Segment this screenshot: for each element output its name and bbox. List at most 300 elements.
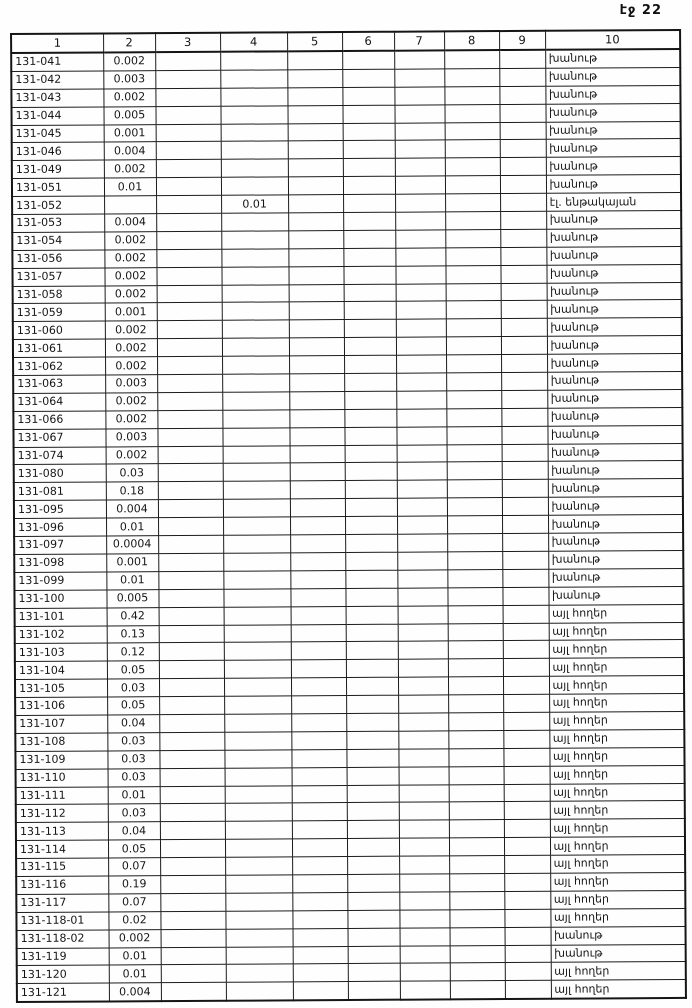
table-cell: 0.002 — [103, 88, 155, 106]
table-cell: 0.002 — [105, 410, 157, 428]
table-cell — [503, 623, 549, 641]
table-cell: խանութ — [551, 944, 686, 963]
table-cell — [504, 784, 550, 802]
table-cell — [346, 624, 398, 642]
table-cell — [292, 839, 347, 857]
table-cell — [499, 50, 545, 69]
table-cell — [445, 158, 500, 176]
table-cell: խանութ — [548, 550, 683, 569]
table-cell: խանութ — [547, 318, 682, 337]
table-cell — [343, 141, 395, 159]
table-cell — [503, 605, 549, 623]
table-cell — [159, 643, 224, 661]
table-cell — [395, 230, 445, 248]
table-cell — [290, 535, 345, 553]
table-cell — [447, 534, 502, 552]
table-cell — [222, 356, 289, 374]
data-table-container — [10, 29, 685, 1003]
table-cell — [400, 945, 450, 963]
table-cell: 0.03 — [107, 732, 159, 750]
table-cell: 0.002 — [104, 232, 156, 250]
table-cell: խանութ — [545, 85, 680, 104]
table-cell — [225, 821, 292, 839]
table-cell — [220, 106, 287, 124]
table-cell — [449, 874, 504, 892]
table-cell: 0.42 — [107, 607, 159, 625]
table-cell — [396, 337, 446, 355]
table-cell: 131-080 — [14, 464, 106, 482]
table-cell — [160, 875, 225, 893]
table-cell — [394, 50, 444, 69]
table-cell — [344, 284, 396, 302]
table-cell: 0.01 — [108, 786, 160, 804]
table-cell: 0.04 — [108, 822, 160, 840]
table-cell — [293, 928, 348, 946]
table-cell — [396, 355, 446, 373]
table-cell — [499, 104, 545, 122]
table-cell — [160, 804, 225, 822]
table-cell — [445, 265, 500, 283]
table-cell: 0.01 — [109, 947, 161, 965]
table-cell: այլ հողեր — [550, 783, 685, 802]
table-cell — [345, 498, 397, 516]
table-cell: 131-053 — [12, 214, 104, 232]
table-cell — [345, 481, 397, 499]
table-cell — [224, 678, 291, 696]
table-cell: 0.001 — [105, 303, 157, 321]
table-cell — [344, 320, 396, 338]
table-cell — [159, 714, 224, 732]
table-cell: 0.07 — [108, 858, 160, 876]
table-cell: 131-118-01 — [16, 912, 108, 930]
table-cell — [500, 247, 546, 265]
table-cell: այլ հողեր — [549, 676, 684, 695]
table-cell — [223, 571, 290, 589]
table-cell: 131-107 — [15, 715, 107, 733]
table-cell — [220, 88, 287, 106]
table-cell — [347, 856, 399, 874]
table-cell — [159, 625, 224, 643]
table-cell: 131-081 — [14, 482, 106, 500]
table-cell — [502, 515, 548, 533]
table-cell — [342, 69, 394, 87]
table-cell — [157, 321, 222, 339]
table-cell: այլ հողեր — [549, 747, 684, 766]
table-cell — [344, 391, 396, 409]
table-cell — [450, 963, 505, 981]
table-cell — [344, 337, 396, 355]
table-cell: 131-043 — [11, 89, 103, 107]
table-cell — [343, 194, 395, 212]
table-cell — [160, 911, 225, 929]
table-cell: խանութ — [548, 586, 683, 605]
table-cell — [397, 588, 447, 606]
table-cell — [448, 713, 503, 731]
table-cell — [445, 122, 500, 140]
table-cell: 0.01 — [106, 518, 158, 536]
table-cell — [160, 768, 225, 786]
table-cell — [104, 196, 156, 214]
table-cell: այլ հողեր — [551, 962, 686, 981]
table-cell — [449, 802, 504, 820]
table-cell — [220, 70, 287, 88]
table-cell: 131-054 — [12, 232, 104, 250]
table-cell: 131-059 — [13, 303, 105, 321]
table-cell — [504, 855, 550, 873]
table-cell: այլ հողեր — [550, 837, 685, 856]
table-cell — [287, 87, 342, 105]
table-cell: 131-052 — [12, 196, 104, 214]
table-cell — [445, 140, 500, 158]
table-cell — [290, 463, 345, 481]
table-cell — [348, 928, 400, 946]
table-cell — [501, 426, 547, 444]
table-cell — [504, 766, 550, 784]
table-cell — [347, 892, 399, 910]
table-cell: խանութ — [547, 425, 682, 444]
table-cell: 0.002 — [105, 339, 157, 357]
table-cell — [395, 194, 445, 212]
table-cell — [396, 427, 446, 445]
table-cell — [290, 588, 345, 606]
table-cell — [342, 51, 394, 70]
table-cell — [288, 266, 343, 284]
table-cell — [157, 285, 222, 303]
table-cell — [288, 177, 343, 195]
table-cell: խանութ — [545, 103, 680, 122]
table-cell — [224, 696, 291, 714]
table-cell: 0.002 — [104, 249, 156, 267]
table-cell — [291, 713, 346, 731]
table-cell — [343, 230, 395, 248]
table-cell: խանութ — [547, 371, 682, 390]
table-cell — [504, 891, 550, 909]
table-cell: 0.002 — [105, 357, 157, 375]
table-cell — [501, 319, 547, 337]
table-cell — [501, 372, 547, 390]
table-cell — [221, 231, 288, 249]
table-cell — [160, 786, 225, 804]
table-cell — [499, 86, 545, 104]
table-cell — [500, 176, 546, 194]
table-cell — [223, 553, 290, 571]
table-cell — [398, 623, 448, 641]
column-header-9: 9 — [499, 31, 545, 50]
table-cell: 131-099 — [14, 572, 106, 590]
table-cell: 131-120 — [17, 965, 109, 983]
table-cell — [226, 982, 293, 1001]
table-cell — [160, 893, 225, 911]
table-cell — [157, 374, 222, 392]
table-cell — [448, 748, 503, 766]
table-cell: 0.002 — [105, 393, 157, 411]
table-cell: 0.05 — [107, 697, 159, 715]
table-cell — [347, 820, 399, 838]
table-cell: խանութ — [547, 407, 682, 426]
table-cell — [347, 838, 399, 856]
table-cell — [289, 356, 344, 374]
table-cell: այլ հողեր — [549, 729, 684, 748]
table-cell — [347, 874, 399, 892]
table-cell — [289, 284, 344, 302]
table-cell — [344, 373, 396, 391]
table-cell — [223, 445, 290, 463]
table-cell — [287, 105, 342, 123]
table-cell — [396, 373, 446, 391]
table-cell — [155, 70, 220, 88]
table-cell: 131-115 — [16, 858, 108, 876]
table-cell — [291, 749, 346, 767]
table-cell — [503, 676, 549, 694]
table-cell — [346, 677, 398, 695]
table-cell — [399, 892, 449, 910]
table-cell — [158, 517, 223, 535]
table-cell — [161, 929, 226, 947]
table-cell — [345, 570, 397, 588]
table-cell — [347, 767, 399, 785]
table-cell — [222, 338, 289, 356]
table-cell — [221, 123, 288, 141]
table-cell — [398, 641, 448, 659]
table-cell: խանութ — [548, 461, 683, 480]
table-cell — [287, 69, 342, 87]
table-cell — [292, 892, 347, 910]
table-cell — [445, 194, 500, 212]
table-cell — [450, 945, 505, 963]
table-cell — [446, 408, 501, 426]
table-cell: 0.005 — [103, 106, 155, 124]
table-cell — [225, 785, 292, 803]
table-cell: 131-046 — [12, 142, 104, 160]
table-cell — [225, 839, 292, 857]
table-cell — [343, 266, 395, 284]
page-number-label: էջ 22 — [619, 3, 662, 18]
table-cell — [395, 212, 445, 230]
table-cell — [448, 730, 503, 748]
table-cell — [500, 265, 546, 283]
table-cell — [448, 623, 503, 641]
table-cell: այլ հողեր — [549, 658, 684, 677]
table-cell — [344, 409, 396, 427]
table-cell — [223, 481, 290, 499]
table-cell — [156, 178, 221, 196]
table-cell — [398, 605, 448, 623]
table-cell — [157, 428, 222, 446]
table-cell: 131-061 — [13, 339, 105, 357]
table-cell — [502, 551, 548, 569]
table-cell — [395, 140, 445, 158]
table-cell — [499, 68, 545, 86]
data-table — [10, 29, 687, 1003]
table-cell — [345, 534, 397, 552]
table-cell — [445, 247, 500, 265]
table-cell — [400, 963, 450, 981]
table-cell — [449, 838, 504, 856]
table-cell — [156, 213, 221, 231]
table-cell — [223, 463, 290, 481]
table-cell — [502, 533, 548, 551]
table-cell: 131-111 — [16, 786, 108, 804]
table-cell — [157, 410, 222, 428]
table-cell — [398, 659, 448, 677]
table-cell: 131-066 — [13, 411, 105, 429]
column-header-6: 6 — [342, 32, 394, 51]
table-cell — [157, 303, 222, 321]
table-cell — [347, 803, 399, 821]
table-cell — [223, 535, 290, 553]
table-cell — [346, 695, 398, 713]
table-cell — [225, 767, 292, 785]
table-cell — [288, 123, 343, 141]
table-cell — [345, 463, 397, 481]
table-cell — [503, 730, 549, 748]
table-cell — [292, 803, 347, 821]
table-cell — [291, 696, 346, 714]
table-cell: 0.02 — [108, 911, 160, 929]
table-cell — [156, 195, 221, 213]
table-cell — [291, 731, 346, 749]
table-cell — [501, 390, 547, 408]
table-cell — [226, 964, 293, 982]
table-cell — [345, 445, 397, 463]
table-cell — [160, 857, 225, 875]
table-cell — [399, 856, 449, 874]
table-cell: 131-058 — [13, 286, 105, 304]
table-cell — [447, 551, 502, 569]
table-cell — [395, 248, 445, 266]
table-cell — [223, 499, 290, 517]
table-cell — [448, 695, 503, 713]
table-cell — [159, 678, 224, 696]
table-cell — [503, 659, 549, 677]
table-cell — [345, 588, 397, 606]
table-cell — [226, 946, 293, 964]
column-header-1: 1 — [11, 33, 103, 53]
table-cell — [449, 766, 504, 784]
table-cell — [502, 462, 548, 480]
table-cell — [396, 391, 446, 409]
table-cell — [505, 945, 551, 963]
table-cell: 131-117 — [16, 894, 108, 912]
table-cell — [158, 571, 223, 589]
table-cell: 0.03 — [106, 464, 158, 482]
table-cell — [224, 660, 291, 678]
table-cell — [445, 176, 500, 194]
table-cell — [500, 193, 546, 211]
table-cell: այլ հողեր — [549, 604, 684, 623]
table-cell: 131-067 — [13, 429, 105, 447]
table-cell — [398, 749, 448, 767]
table-cell — [158, 500, 223, 518]
table-cell: 0.01 — [109, 965, 161, 983]
table-cell — [290, 499, 345, 517]
table-cell — [222, 320, 289, 338]
table-cell — [225, 803, 292, 821]
table-cell — [449, 909, 504, 927]
table-cell — [504, 802, 550, 820]
table-cell — [445, 229, 500, 247]
table-cell — [289, 302, 344, 320]
table-cell: 0.03 — [107, 679, 159, 697]
table-cell — [398, 713, 448, 731]
table-cell: 0.12 — [107, 643, 159, 661]
table-cell: 131-114 — [16, 840, 108, 858]
table-cell — [157, 392, 222, 410]
table-cell: 0.05 — [107, 661, 159, 679]
table-cell: այլ հողեր — [551, 980, 686, 999]
table-cell — [444, 104, 499, 122]
table-cell: խանութ — [546, 228, 681, 247]
table-cell: 0.03 — [107, 750, 159, 768]
table-cell — [224, 732, 291, 750]
table-cell — [446, 301, 501, 319]
table-cell: 0.003 — [103, 71, 155, 89]
table-cell: 131-063 — [13, 375, 105, 393]
table-cell — [500, 158, 546, 176]
table-cell — [292, 821, 347, 839]
table-cell: 131-116 — [16, 876, 108, 894]
table-cell — [293, 946, 348, 964]
table-cell: 131-049 — [12, 160, 104, 178]
table-cell — [289, 338, 344, 356]
table-cell — [156, 160, 221, 178]
table-cell: 131-118-02 — [17, 930, 109, 948]
table-cell: 0.001 — [106, 554, 158, 572]
table-cell: խանութ — [547, 354, 682, 373]
table-cell — [398, 731, 448, 749]
table-cell: խանութ — [548, 497, 683, 516]
table-cell: 131-041 — [11, 52, 103, 71]
table-cell — [446, 283, 501, 301]
table-cell — [224, 624, 291, 642]
table-cell — [502, 569, 548, 587]
table-cell — [161, 947, 226, 965]
table-cell: խանութ — [546, 157, 681, 176]
table-cell — [160, 839, 225, 857]
table-cell — [346, 642, 398, 660]
table-cell: այլ հողեր — [550, 890, 685, 909]
table-cell — [159, 607, 224, 625]
table-cell — [292, 785, 347, 803]
table-cell — [221, 141, 288, 159]
table-cell — [346, 731, 398, 749]
table-cell: 131-121 — [17, 983, 109, 1002]
table-cell — [221, 159, 288, 177]
table-cell — [446, 373, 501, 391]
table-cell: 0.03 — [108, 768, 160, 786]
table-cell: այլ հողեր — [550, 801, 685, 820]
table-cell — [158, 553, 223, 571]
table-cell — [346, 749, 398, 767]
table-cell — [501, 301, 547, 319]
table-cell — [157, 356, 222, 374]
table-cell — [224, 606, 291, 624]
table-cell: 131-108 — [15, 733, 107, 751]
table-cell: խանութ — [548, 479, 683, 498]
table-cell — [400, 981, 450, 1000]
table-cell — [501, 354, 547, 372]
table-cell — [395, 176, 445, 194]
table-cell — [446, 355, 501, 373]
table-cell — [225, 893, 292, 911]
table-cell — [292, 767, 347, 785]
table-cell — [288, 195, 343, 213]
table-cell — [348, 982, 400, 1001]
table-cell — [398, 677, 448, 695]
table-cell: խանութ — [545, 67, 680, 86]
table-cell — [346, 659, 398, 677]
table-cell — [292, 874, 347, 892]
